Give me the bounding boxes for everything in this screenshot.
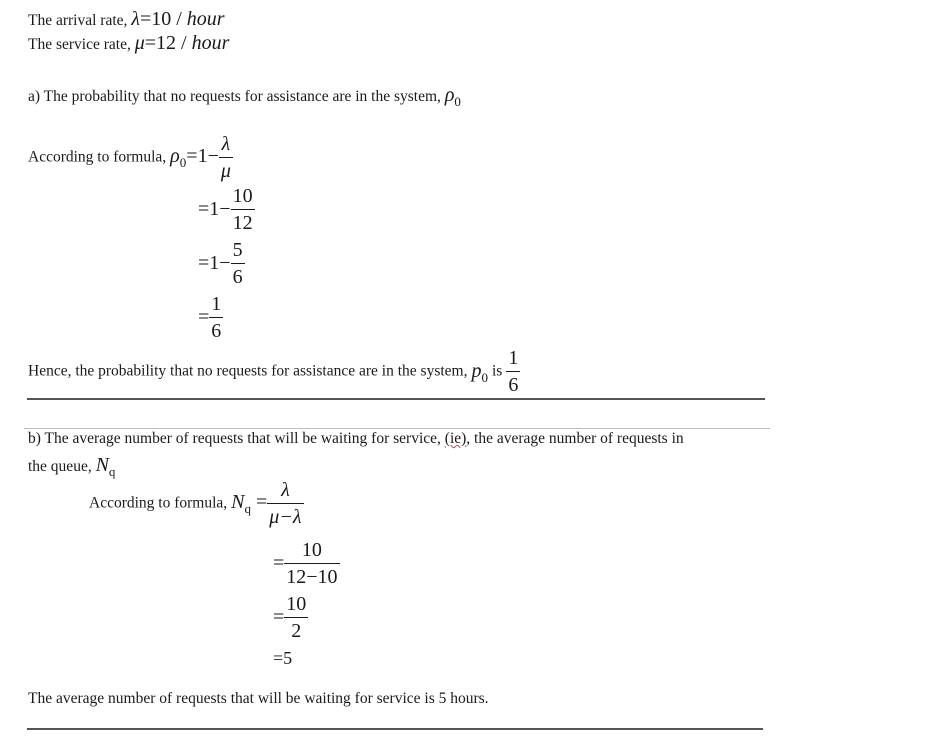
part-a-formula <box>28 134 233 181</box>
section-top-rule <box>24 428 770 429</box>
part-b-formula <box>89 480 304 527</box>
part-a-step-2: =1− $\frac{5}{6}$ <box>198 239 243 288</box>
rho-zero-symbol: $\rho_0$ <box>444 84 461 109</box>
part-a-conclusion-text: Hence, the probability that no requests for assistance are in the system, <box>28 362 468 380</box>
part-a-question-text: a) The probability that no requests for assistance are in the system, <box>28 88 441 105</box>
one-sixth-fraction: $\frac{1}{6}$ <box>508 347 519 396</box>
part-b-step-2: = $\frac{10}{2}$ <box>273 593 307 642</box>
part-a-formula-label: According to formula, <box>28 148 167 166</box>
section-divider <box>27 398 765 400</box>
is-word: is <box>491 362 503 380</box>
part-a-conclusion <box>28 348 520 395</box>
lambda-over-mu-minus-lambda-fraction: $\frac{\lambda}{\mu-\lambda}$ <box>269 479 302 528</box>
arrival-unit: hour <box>186 8 225 30</box>
arrival-rate-line <box>28 8 225 31</box>
bottom-divider <box>27 728 763 730</box>
part-b-question-line-2: the queue, $N_q$ <box>28 454 116 479</box>
ie-abbreviation: (ie) <box>444 430 467 447</box>
p-zero-symbol: $p_0$ <box>471 360 488 385</box>
part-a-step-3: = $\frac{1}{6}$ <box>198 293 222 342</box>
service-rate-label: The service rate, <box>28 36 131 53</box>
arrival-rate-expression: λ=10 / hour <box>131 8 225 30</box>
part-b-formula-expression: $N_q$ = $\frac{\lambda}{\mu-\lambda}$ <box>231 479 302 528</box>
service-unit: hour <box>191 32 230 54</box>
arrival-rate-label: The arrival rate, <box>28 12 128 29</box>
arrival-value: 10 <box>151 8 172 30</box>
part-a-question <box>28 84 461 107</box>
n-q-symbol: $N_q$ <box>95 454 116 479</box>
service-rate-expression: μ=12 / hour <box>134 32 230 54</box>
part-b-step-1: = $\frac{10}{12-10}$ <box>273 539 338 588</box>
part-a-formula-expression: $\rho_0=1-$ $\frac{\lambda}{\mu}$ <box>170 133 231 182</box>
lambda-symbol: λ <box>131 8 140 30</box>
service-value: 12 <box>156 32 177 54</box>
part-b-question-line-1: b) The average number of requests that will be waiting for service, (ie), the average number of requests in <box>28 430 684 447</box>
mu-symbol: μ <box>134 32 145 54</box>
part-b-conclusion: The average number of requests that will be waiting for service is 5 hours. <box>28 690 489 707</box>
part-a-step-1: =1− $\frac{10}{12}$ <box>198 185 253 234</box>
part-b-final: =5 <box>273 648 293 668</box>
lambda-over-mu-fraction: $\frac{\lambda}{\mu}$ <box>220 133 231 182</box>
service-rate-line <box>28 32 229 55</box>
part-b-formula-label: According to formula, <box>89 494 228 512</box>
